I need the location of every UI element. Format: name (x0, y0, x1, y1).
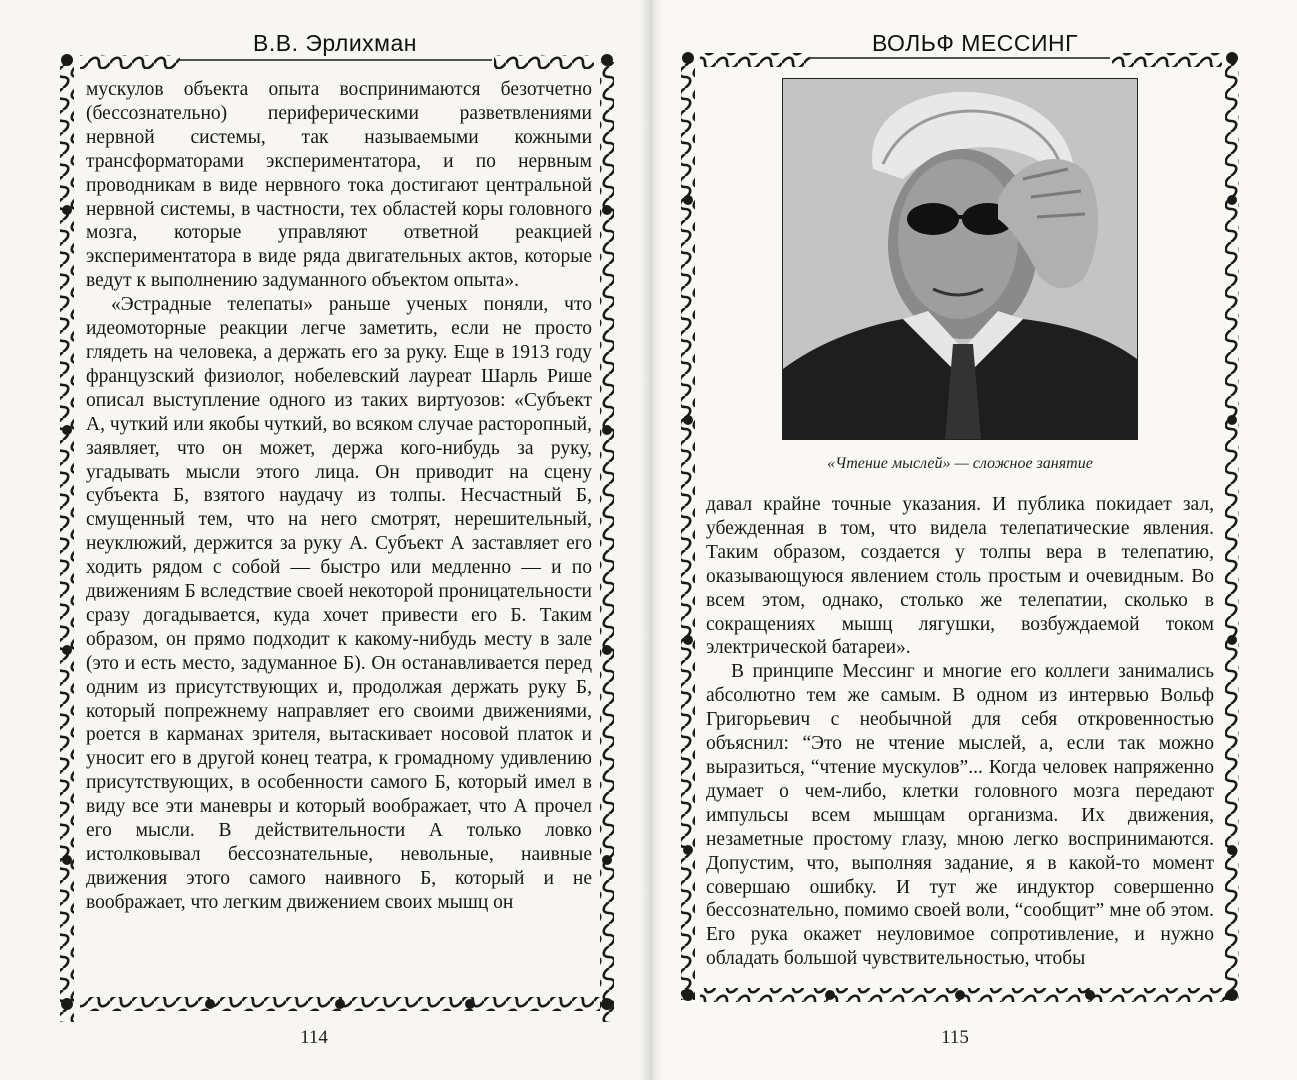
left-paragraph-1: мускулов объекта опыта воспринимаются безотчетно (бессознательно) периферическими разветвлениями нервной системы, так называемыми кожными трансформаторами экспериментатора, и по нервным проводникам в виде нервного тока достигают центральной нервной системы, в частности, тех областей коры головного мозга, которые управляют ответной реакцией экспериментатора в виде ряда двигательных актов, которые ведут к выполнению задуманного объектом опыта». (86, 79, 592, 292)
portrait-photo (782, 78, 1138, 440)
right-paragraph-2: В принципе Мессинг и многие его коллеги занимались абсолютно тем же самым. В одном из интервью Вольф Григорьевич с необычной для себя откровенностью объяснил: “Это не чтение мыслей, а, если так можно выразиться, “чтение мускулов”... Когда человек напряженно думает о чем-либо, клетки головного мозга передают импульсы всем мышцам организма. Их движения, незаметные простому глазу, мною легко воспринимаются. Допустим, что, выполняя задание, я в какой-то момент совершаю ошибку. И тут же индуктор совершенно бессознательно, помимо своей воли, “сообщит” мне об этом. Его рука окажет неуловимое сопротивление, и нужно обладать большой чувствительностью, чтобы (706, 661, 1214, 970)
photo-caption: «Чтение мыслей» — сложное занятие (827, 455, 1093, 472)
portrait-photo-icon (783, 79, 1137, 439)
right-page-body (706, 493, 1214, 971)
left-page-number: 114 (300, 1027, 328, 1048)
left-paragraph-2: «Эстрадные телепаты» раньше ученых поняли, что идеомоторные реакции легче заметить, если не просто глядеть на человека, а держать его за руку. Еще в 1913 году французский физиолог, нобелевский лауреат Шарль Рише описал выступление одного из таких виртуозов: «Субъект А, чуткий или якобы чуткий, во всяком случае расторопный, заявляет, что он может, держа кого-нибудь за руку, угадывать мысли этого лица. Он приводит на сцену субъекта Б, взятого наудачу из толпы. Несчастный Б, смущенный тем, что на него смотрят, нерешительный, неуклюжий, держится за руку А. Субъект А заставляет его ходить рядом с собой — быстро или медленно — и по движениям Б вследствие своей некоторой проницательности сразу догадывается, куда хочет привести его Б. Таким образом, он прямо подходит к какому-нибудь месту в зале (это и есть место, задуманное Б). Он останавливается перед одним из присутствующих и, продолжая держать руку Б, который попрежнему направляет его своими движениями, роется в карманах зрителя, вытаскивает носовой платок и уносит его в другой конец театра, к громадному удивлению присутствующих, в особенности самого Б, который имел в виду все эти маневры и который воображает, что А прочел его мысли. В действительности А только ловко истолковывал бессознательные, невольные, наивные движения этого самого наивного Б, который и не воображает, что легким движением своих мышц он (86, 294, 592, 913)
right-running-head: ВОЛЬФ МЕССИНГ (871, 30, 1079, 56)
right-paragraph-1: давал крайне точные указания. И публика покидает зал, убежденная в том, что видела телепатические явления. Таким образом, создается у толпы вера в телепатию, оказывающуюся явлением столь простым и очевидным. Во всем этом, однако, столько же телепатии, сколько в сокращениях мышц лягушки, возбуждаемой током электрической батареи». (706, 494, 1214, 659)
left-running-head: В.В. Эрлихман (253, 30, 417, 56)
right-page-number: 115 (941, 1027, 969, 1048)
left-page-body (86, 78, 592, 915)
right-page (650, 0, 1297, 1080)
